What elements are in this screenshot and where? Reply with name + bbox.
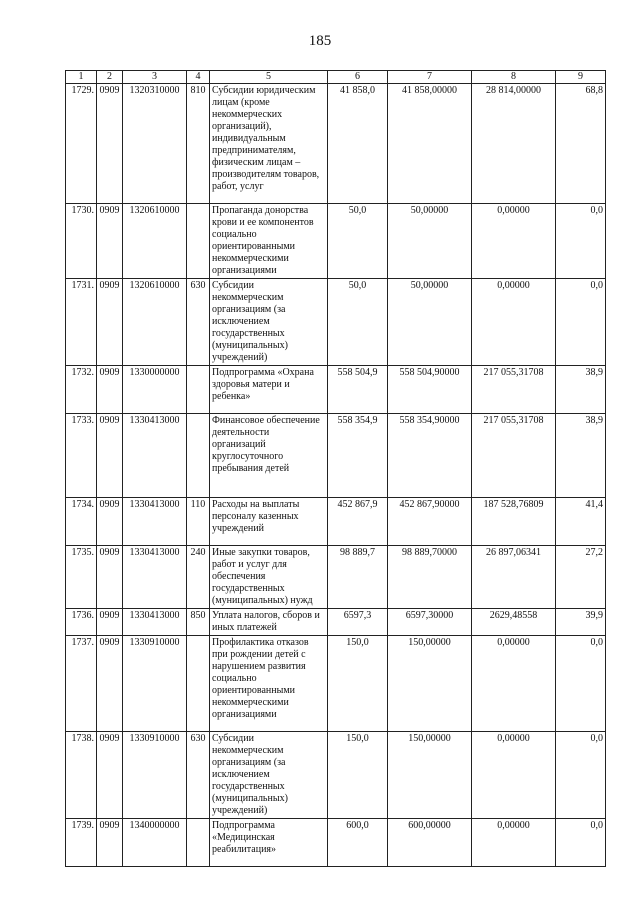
- executed-amount: 0,00000: [472, 204, 556, 279]
- execution-percent: 39,9: [556, 609, 606, 636]
- section-code: 0909: [97, 732, 123, 819]
- target-article-code: 1330000000: [123, 366, 187, 414]
- target-article-code: 1330910000: [123, 636, 187, 732]
- row-description: Иные закупки товаров, работ и услуг для обеспечения государственных (муниципальных) нужд: [210, 546, 328, 609]
- target-article-code: 1330413000: [123, 546, 187, 609]
- row-number: 1732.: [66, 366, 97, 414]
- row-description: Пропаганда донорства крови и ее компонентов социально ориентированными некоммерческими организациями: [210, 204, 328, 279]
- execution-percent: 41,4: [556, 498, 606, 546]
- table-row: [66, 414, 606, 498]
- expense-type-code: 810: [187, 84, 210, 204]
- expense-type-code: 240: [187, 546, 210, 609]
- section-code: 0909: [97, 819, 123, 867]
- column-header: 4: [187, 71, 210, 84]
- row-description: Уплата налогов, сборов и иных платежей: [210, 609, 328, 636]
- executed-amount: 0,00000: [472, 732, 556, 819]
- row-number: 1737.: [66, 636, 97, 732]
- table-row: [66, 819, 606, 867]
- section-code: 0909: [97, 204, 123, 279]
- execution-percent: 38,9: [556, 414, 606, 498]
- execution-percent: 0,0: [556, 732, 606, 819]
- row-number: 1736.: [66, 609, 97, 636]
- column-header: 5: [210, 71, 328, 84]
- execution-percent: 0,0: [556, 819, 606, 867]
- approved-amount: 452 867,9: [328, 498, 388, 546]
- executed-amount: 217 055,31708: [472, 366, 556, 414]
- budget-amount: 558 504,90000: [388, 366, 472, 414]
- approved-amount: 6597,3: [328, 609, 388, 636]
- execution-percent: 38,9: [556, 366, 606, 414]
- target-article-code: 1330413000: [123, 414, 187, 498]
- row-number: 1738.: [66, 732, 97, 819]
- table-row: [66, 609, 606, 636]
- column-header: 7: [388, 71, 472, 84]
- row-description: Профилактика отказов при рождении детей с нарушением развития социально ориентированными некоммерческими организациями: [210, 636, 328, 732]
- execution-percent: 27,2: [556, 546, 606, 609]
- expense-type-code: 630: [187, 732, 210, 819]
- budget-amount: 452 867,90000: [388, 498, 472, 546]
- approved-amount: 50,0: [328, 279, 388, 366]
- row-description: Субсидии некоммерческим организациям (за исключением государственных (муниципальных) учреждений): [210, 732, 328, 819]
- expense-type-code: [187, 414, 210, 498]
- row-number: 1734.: [66, 498, 97, 546]
- column-header: 6: [328, 71, 388, 84]
- table-row: [66, 84, 606, 204]
- execution-percent: 68,8: [556, 84, 606, 204]
- row-number: 1731.: [66, 279, 97, 366]
- page-number: 185: [308, 33, 332, 49]
- expense-type-code: 850: [187, 609, 210, 636]
- column-header: 8: [472, 71, 556, 84]
- row-description: Субсидии некоммерческим организациям (за исключением государственных (муниципальных) учреждений): [210, 279, 328, 366]
- executed-amount: 0,00000: [472, 279, 556, 366]
- section-code: 0909: [97, 84, 123, 204]
- approved-amount: 558 504,9: [328, 366, 388, 414]
- target-article-code: 1330413000: [123, 498, 187, 546]
- budget-amount: 558 354,90000: [388, 414, 472, 498]
- budget-amount: 50,00000: [388, 204, 472, 279]
- column-header: 2: [97, 71, 123, 84]
- row-number: 1729.: [66, 84, 97, 204]
- row-description: Подпрограмма «Охрана здоровья матери и ребенка»: [210, 366, 328, 414]
- execution-percent: 0,0: [556, 204, 606, 279]
- expense-type-code: [187, 366, 210, 414]
- table-row: [66, 546, 606, 609]
- row-description: Финансовое обеспечение деятельности организаций круглосуточного пребывания детей: [210, 414, 328, 498]
- header-row: [66, 71, 606, 84]
- table-row: [66, 204, 606, 279]
- budget-amount: 50,00000: [388, 279, 472, 366]
- target-article-code: 1330413000: [123, 609, 187, 636]
- budget-amount: 600,00000: [388, 819, 472, 867]
- executed-amount: 0,00000: [472, 636, 556, 732]
- expense-type-code: [187, 204, 210, 279]
- target-article-code: 1330910000: [123, 732, 187, 819]
- table-row: [66, 279, 606, 366]
- approved-amount: 98 889,7: [328, 546, 388, 609]
- row-number: 1735.: [66, 546, 97, 609]
- approved-amount: 600,0: [328, 819, 388, 867]
- section-code: 0909: [97, 546, 123, 609]
- expense-type-code: [187, 636, 210, 732]
- target-article-code: 1340000000: [123, 819, 187, 867]
- approved-amount: 150,0: [328, 636, 388, 732]
- table-row: [66, 636, 606, 732]
- execution-percent: 0,0: [556, 636, 606, 732]
- row-description: Расходы на выплаты персоналу казенных учреждений: [210, 498, 328, 546]
- approved-amount: 41 858,0: [328, 84, 388, 204]
- approved-amount: 50,0: [328, 204, 388, 279]
- section-code: 0909: [97, 366, 123, 414]
- executed-amount: 26 897,06341: [472, 546, 556, 609]
- budget-amount: 41 858,00000: [388, 84, 472, 204]
- row-number: 1739.: [66, 819, 97, 867]
- section-code: 0909: [97, 609, 123, 636]
- section-code: 0909: [97, 636, 123, 732]
- section-code: 0909: [97, 279, 123, 366]
- row-description: Субсидии юридическим лицам (кроме некоммерческих организаций), индивидуальным предпринимателям, физическим лицам – производителям товаров, работ, услуг: [210, 84, 328, 204]
- executed-amount: 2629,48558: [472, 609, 556, 636]
- row-number: 1730.: [66, 204, 97, 279]
- table-row: [66, 498, 606, 546]
- target-article-code: 1320310000: [123, 84, 187, 204]
- budget-amount: 98 889,70000: [388, 546, 472, 609]
- budget-table: [65, 70, 606, 867]
- row-description: Подпрограмма «Медицинская реабилитация»: [210, 819, 328, 867]
- executed-amount: 187 528,76809: [472, 498, 556, 546]
- budget-amount: 150,00000: [388, 636, 472, 732]
- target-article-code: 1320610000: [123, 204, 187, 279]
- target-article-code: 1320610000: [123, 279, 187, 366]
- expense-type-code: 630: [187, 279, 210, 366]
- table-row: [66, 732, 606, 819]
- approved-amount: 150,0: [328, 732, 388, 819]
- column-header: 3: [123, 71, 187, 84]
- column-header: 1: [66, 71, 97, 84]
- section-code: 0909: [97, 498, 123, 546]
- executed-amount: 0,00000: [472, 819, 556, 867]
- budget-amount: 6597,30000: [388, 609, 472, 636]
- column-header: 9: [556, 71, 606, 84]
- section-code: 0909: [97, 414, 123, 498]
- expense-type-code: [187, 819, 210, 867]
- row-number: 1733.: [66, 414, 97, 498]
- executed-amount: 217 055,31708: [472, 414, 556, 498]
- table-row: [66, 366, 606, 414]
- approved-amount: 558 354,9: [328, 414, 388, 498]
- executed-amount: 28 814,00000: [472, 84, 556, 204]
- execution-percent: 0,0: [556, 279, 606, 366]
- expense-type-code: 110: [187, 498, 210, 546]
- budget-amount: 150,00000: [388, 732, 472, 819]
